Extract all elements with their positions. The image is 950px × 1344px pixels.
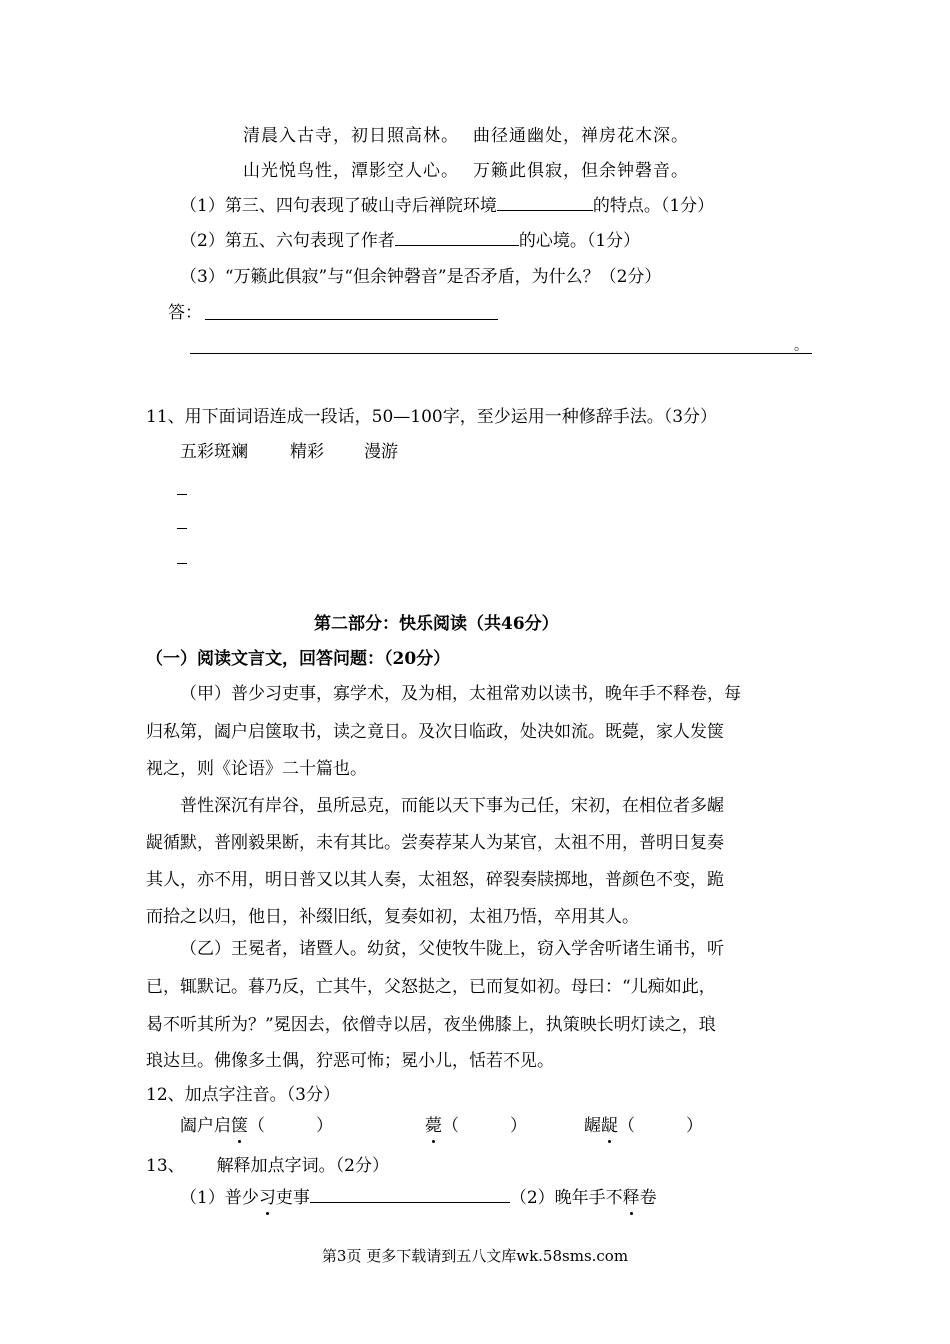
q11-answer-line-2[interactable] — [177, 528, 187, 529]
q12-item-1-paren[interactable]: （ ） — [248, 1116, 333, 1136]
q11-answer-line-3[interactable] — [177, 563, 187, 564]
part2-title: 第二部分：快乐阅读（共46分） — [314, 614, 559, 634]
q13-sub2-dotted: 释 — [622, 1188, 640, 1208]
q12-item-1-pre: 阖户启 — [180, 1116, 231, 1136]
part2-section1-heading: （一）阅读文言文，回答问题：（20分） — [146, 649, 451, 669]
q13-sub1-b: 吏事 — [275, 1188, 310, 1208]
q13-text: 解释加点字词。（2分） — [216, 1156, 389, 1176]
q10-sub3: （3）“万籁此俱寂”与“但余钟磬音”是否矛盾，为什么？（2分） — [180, 267, 662, 287]
q11-answer-line-1[interactable] — [177, 494, 187, 495]
passage-p3-line-4: 琅达旦。佛像多土偶，狞恶可怖；冕小儿，恬若不见。 — [146, 1051, 554, 1071]
poem-line-1a: 清晨入古寺，初日照高林。 — [243, 126, 459, 146]
passage-p1-line-1: （甲）普少习吏事，寡学术，及为相，太祖常劝以读书，晚年手不释卷，每 — [180, 684, 741, 704]
q11-words — [180, 440, 398, 464]
q10-sub1 — [180, 194, 714, 218]
q10-sub2-blank[interactable] — [395, 229, 519, 246]
poem-line-2b: 万籁此俱寂，但余钟磬音。 — [473, 161, 689, 181]
q12-item-3-paren[interactable]: （ ） — [618, 1116, 703, 1136]
q12-item-2 — [425, 1114, 527, 1138]
passage-p3-line-1: （乙）王冕者，诸暨人。幼贫，父使牧牛陇上，窃入学舍听诸生诵书，听 — [180, 939, 724, 959]
q11-question: 11、用下面词语连成一段话，50—100字，至少运用一种修辞手法。（3分） — [146, 407, 718, 427]
q11-word-1: 五彩斑斓 — [180, 442, 248, 462]
q10-sub1-suffix: 的特点。（1分） — [592, 196, 715, 216]
passage-p2-line-2: 龊循默，普刚毅果断，未有其比。尝奏荐某人为某官，太祖不用，普明日复奏 — [146, 833, 724, 853]
passage-p3-line-2: 已，辄默记。暮乃反，亡其牛，父怒挞之，已而复如初。母曰：“儿痴如此， — [146, 977, 716, 997]
passage-p2-line-4: 而拾之以归，他日，补缀旧纸，复奏如初，太祖乃悟，卒用其人。 — [146, 907, 639, 927]
passage-p3-line-3: 曷不听其所为？”冕因去，依僧寺以居，夜坐佛膝上，执策映长明灯读之，琅 — [146, 1015, 716, 1035]
q10-answer-line-1[interactable] — [205, 319, 498, 320]
q12-item-2-paren[interactable]: （ ） — [442, 1116, 527, 1136]
passage-p2-line-3: 其人，亦不用，明日普又以其人奏，太祖怒，碎裂奏牍掷地，普颜色不变，跪 — [146, 870, 724, 890]
q13-number: 13、 — [146, 1156, 185, 1176]
q13-sub2-a: （2）晚年手不 — [509, 1188, 623, 1208]
q10-sub2 — [180, 229, 640, 253]
q13-sub2-b: 卷 — [639, 1188, 657, 1208]
q12-item-3-pre: 龌 — [584, 1116, 601, 1136]
poem-line-2a: 山光悦鸟性，潭影空人心。 — [243, 161, 459, 181]
q10-end-mark: 。 — [794, 338, 808, 354]
q10-sub1-blank[interactable] — [497, 194, 593, 211]
q12-item-3-dotted: 龊 — [601, 1116, 618, 1136]
q11-word-2: 精彩 — [290, 442, 324, 462]
poem-line-1 — [243, 124, 689, 148]
q12-item-3 — [584, 1114, 703, 1138]
poem-line-2 — [243, 159, 689, 183]
q12-item-2-dotted: 薨 — [425, 1116, 442, 1136]
passage-p1-line-2: 归私第，阖户启箧取书，读之竟日。及次日临政，处决如流。既薨，家人发箧 — [146, 722, 724, 742]
passage-p1-line-3: 视之，则《论语》二十篇也。 — [146, 759, 367, 779]
q13-sub1-blank[interactable] — [310, 1186, 510, 1203]
q12-item-1 — [180, 1114, 333, 1138]
q13-sub1-a: （1）普少 — [180, 1188, 259, 1208]
q13-sub1-dotted: 习 — [258, 1188, 276, 1208]
q10-sub2-prefix: （2）第五、六句表现了作者 — [180, 231, 395, 251]
q10-sub1-prefix: （1）第三、四句表现了破山寺后禅院环境 — [180, 196, 497, 216]
q13-question — [146, 1154, 389, 1178]
q10-answer-label: 答： — [168, 303, 202, 323]
q11-word-3: 漫游 — [364, 442, 398, 462]
q10-answer-line-2[interactable] — [190, 353, 812, 354]
q13-sub1 — [180, 1186, 657, 1210]
q12-item-1-dotted: 箧 — [231, 1116, 248, 1136]
page-footer: 第3页 更多下载请到五八文库wk.58sms.com — [321, 1247, 629, 1265]
poem-line-1b: 曲径通幽处，禅房花木深。 — [473, 126, 689, 146]
q12-question: 12、加点字注音。（3分） — [146, 1085, 340, 1105]
q10-sub2-suffix: 的心境。（1分） — [518, 231, 641, 251]
passage-p2-line-1: 普性深沉有岸谷，虽所忌克，而能以天下事为己任，宋初，在相位者多龌 — [180, 796, 724, 816]
